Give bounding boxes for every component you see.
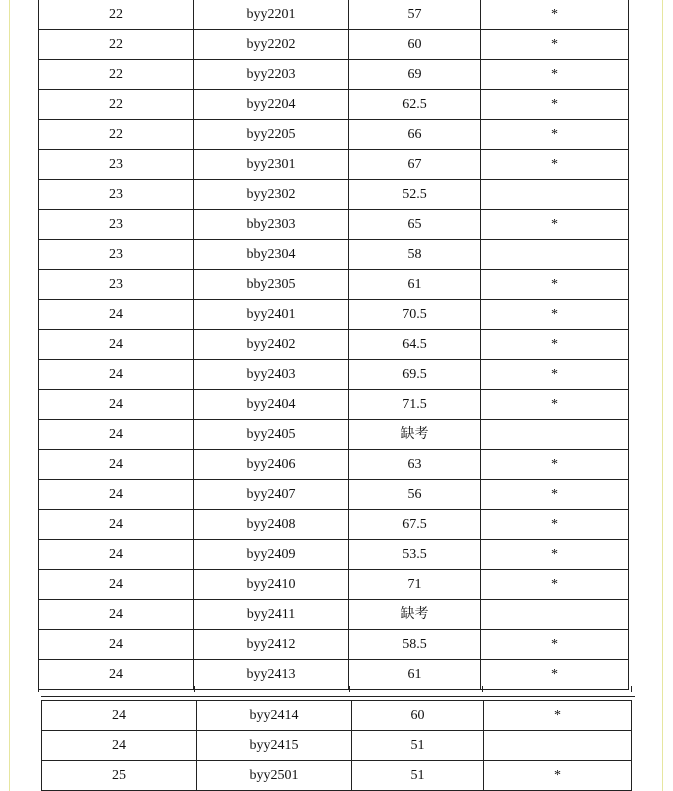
group-cell: 23 bbox=[39, 150, 194, 180]
qualified-mark-cell: * bbox=[481, 540, 629, 570]
candidate-id-cell: byy2202 bbox=[194, 30, 349, 60]
table-row bbox=[39, 510, 629, 540]
candidate-id-cell: byy2501 bbox=[197, 761, 352, 791]
score-cell: 60 bbox=[352, 701, 484, 731]
group-cell: 24 bbox=[39, 480, 194, 510]
qualified-mark-cell: * bbox=[481, 60, 629, 90]
candidate-id-cell: byy2401 bbox=[194, 300, 349, 330]
group-cell: 24 bbox=[39, 420, 194, 450]
score-cell: 51 bbox=[352, 731, 484, 761]
table-row bbox=[39, 390, 629, 420]
candidate-id-cell: bby2304 bbox=[194, 240, 349, 270]
candidate-id-cell: bby2303 bbox=[194, 210, 349, 240]
group-cell: 24 bbox=[39, 330, 194, 360]
group-cell: 24 bbox=[39, 630, 194, 660]
page-edge-left bbox=[9, 0, 10, 791]
score-table-page-2 bbox=[41, 700, 632, 791]
group-cell: 24 bbox=[39, 510, 194, 540]
table-row bbox=[39, 480, 629, 510]
table-continuation-line bbox=[631, 686, 632, 692]
group-cell: 24 bbox=[39, 570, 194, 600]
table-row bbox=[39, 420, 629, 450]
score-cell: 66 bbox=[349, 120, 481, 150]
qualified-mark-cell: * bbox=[481, 660, 629, 690]
qualified-mark-cell: * bbox=[481, 210, 629, 240]
candidate-id-cell: byy2201 bbox=[194, 0, 349, 30]
table-row bbox=[39, 270, 629, 300]
qualified-mark-cell: * bbox=[481, 630, 629, 660]
group-cell: 22 bbox=[39, 0, 194, 30]
table-row bbox=[42, 701, 632, 731]
table-continuation-line bbox=[194, 686, 195, 692]
qualified-mark-cell: * bbox=[481, 510, 629, 540]
candidate-id-cell: byy2413 bbox=[194, 660, 349, 690]
table-row bbox=[39, 570, 629, 600]
group-cell: 24 bbox=[39, 390, 194, 420]
table-row bbox=[39, 150, 629, 180]
qualified-mark-cell: * bbox=[481, 570, 629, 600]
candidate-id-cell: byy2402 bbox=[194, 330, 349, 360]
candidate-id-cell: byy2408 bbox=[194, 510, 349, 540]
table-row bbox=[39, 600, 629, 630]
qualified-mark-cell: * bbox=[481, 480, 629, 510]
score-cell: 52.5 bbox=[349, 180, 481, 210]
candidate-id-cell: byy2403 bbox=[194, 360, 349, 390]
score-cell: 53.5 bbox=[349, 540, 481, 570]
candidate-id-cell: byy2203 bbox=[194, 60, 349, 90]
qualified-mark-cell: * bbox=[481, 150, 629, 180]
table-row bbox=[39, 240, 629, 270]
score-cell: 70.5 bbox=[349, 300, 481, 330]
score-cell: 71 bbox=[349, 570, 481, 600]
qualified-mark-cell bbox=[484, 731, 632, 761]
score-cell: 缺考 bbox=[349, 600, 481, 630]
candidate-id-cell: bby2305 bbox=[194, 270, 349, 300]
qualified-mark-cell: * bbox=[481, 450, 629, 480]
candidate-id-cell: byy2205 bbox=[194, 120, 349, 150]
table-row bbox=[42, 731, 632, 761]
group-cell: 24 bbox=[39, 360, 194, 390]
candidate-id-cell: byy2412 bbox=[194, 630, 349, 660]
score-cell: 56 bbox=[349, 480, 481, 510]
table-row bbox=[39, 0, 629, 30]
candidate-id-cell: byy2411 bbox=[194, 600, 349, 630]
score-cell: 69 bbox=[349, 60, 481, 90]
group-cell: 24 bbox=[42, 701, 197, 731]
score-table-page-1 bbox=[38, 0, 629, 690]
candidate-id-cell: byy2415 bbox=[197, 731, 352, 761]
group-cell: 23 bbox=[39, 210, 194, 240]
group-cell: 23 bbox=[39, 240, 194, 270]
score-cell: 63 bbox=[349, 450, 481, 480]
qualified-mark-cell: * bbox=[481, 0, 629, 30]
score-cell: 67.5 bbox=[349, 510, 481, 540]
score-cell: 65 bbox=[349, 210, 481, 240]
candidate-id-cell: byy2405 bbox=[194, 420, 349, 450]
qualified-mark-cell: * bbox=[481, 30, 629, 60]
table-row bbox=[39, 450, 629, 480]
qualified-mark-cell: * bbox=[481, 120, 629, 150]
group-cell: 24 bbox=[39, 540, 194, 570]
group-cell: 25 bbox=[42, 761, 197, 791]
candidate-id-cell: byy2301 bbox=[194, 150, 349, 180]
table-row bbox=[39, 120, 629, 150]
score-cell: 69.5 bbox=[349, 360, 481, 390]
qualified-mark-cell: * bbox=[484, 761, 632, 791]
score-cell: 67 bbox=[349, 150, 481, 180]
qualified-mark-cell: * bbox=[481, 270, 629, 300]
table-row bbox=[39, 60, 629, 90]
qualified-mark-cell: * bbox=[484, 701, 632, 731]
table-row bbox=[39, 660, 629, 690]
page-edge-right bbox=[662, 0, 663, 791]
score-cell: 64.5 bbox=[349, 330, 481, 360]
score-cell: 58.5 bbox=[349, 630, 481, 660]
score-cell: 71.5 bbox=[349, 390, 481, 420]
table-continuation-line bbox=[38, 686, 39, 692]
table-row bbox=[39, 90, 629, 120]
table-row bbox=[39, 30, 629, 60]
candidate-id-cell: byy2204 bbox=[194, 90, 349, 120]
group-cell: 24 bbox=[42, 731, 197, 761]
table-row bbox=[39, 330, 629, 360]
score-cell: 58 bbox=[349, 240, 481, 270]
score-table-body bbox=[39, 0, 629, 690]
score-cell: 60 bbox=[349, 30, 481, 60]
candidate-id-cell: byy2406 bbox=[194, 450, 349, 480]
group-cell: 24 bbox=[39, 660, 194, 690]
group-cell: 24 bbox=[39, 450, 194, 480]
candidate-id-cell: byy2409 bbox=[194, 540, 349, 570]
qualified-mark-cell: * bbox=[481, 330, 629, 360]
table-row bbox=[39, 360, 629, 390]
group-cell: 23 bbox=[39, 270, 194, 300]
candidate-id-cell: byy2410 bbox=[194, 570, 349, 600]
table-row bbox=[39, 630, 629, 660]
group-cell: 22 bbox=[39, 120, 194, 150]
group-cell: 24 bbox=[39, 300, 194, 330]
group-cell: 22 bbox=[39, 60, 194, 90]
candidate-id-cell: byy2414 bbox=[197, 701, 352, 731]
qualified-mark-cell bbox=[481, 240, 629, 270]
qualified-mark-cell: * bbox=[481, 90, 629, 120]
table-continuation-line bbox=[482, 686, 483, 692]
score-cell: 62.5 bbox=[349, 90, 481, 120]
score-cell: 61 bbox=[349, 660, 481, 690]
table-row bbox=[39, 180, 629, 210]
page-break-line bbox=[41, 696, 635, 697]
group-cell: 24 bbox=[39, 600, 194, 630]
score-cell: 缺考 bbox=[349, 420, 481, 450]
table-continuation-line bbox=[349, 686, 350, 692]
group-cell: 22 bbox=[39, 90, 194, 120]
group-cell: 23 bbox=[39, 180, 194, 210]
qualified-mark-cell: * bbox=[481, 390, 629, 420]
qualified-mark-cell bbox=[481, 600, 629, 630]
qualified-mark-cell bbox=[481, 420, 629, 450]
candidate-id-cell: byy2404 bbox=[194, 390, 349, 420]
candidate-id-cell: byy2302 bbox=[194, 180, 349, 210]
score-cell: 57 bbox=[349, 0, 481, 30]
score-table-body bbox=[42, 701, 632, 791]
group-cell: 22 bbox=[39, 30, 194, 60]
table-row bbox=[39, 300, 629, 330]
qualified-mark-cell bbox=[481, 180, 629, 210]
table-row bbox=[39, 210, 629, 240]
qualified-mark-cell: * bbox=[481, 360, 629, 390]
table-row bbox=[42, 761, 632, 791]
qualified-mark-cell: * bbox=[481, 300, 629, 330]
score-cell: 61 bbox=[349, 270, 481, 300]
score-cell: 51 bbox=[352, 761, 484, 791]
table-row bbox=[39, 540, 629, 570]
candidate-id-cell: byy2407 bbox=[194, 480, 349, 510]
